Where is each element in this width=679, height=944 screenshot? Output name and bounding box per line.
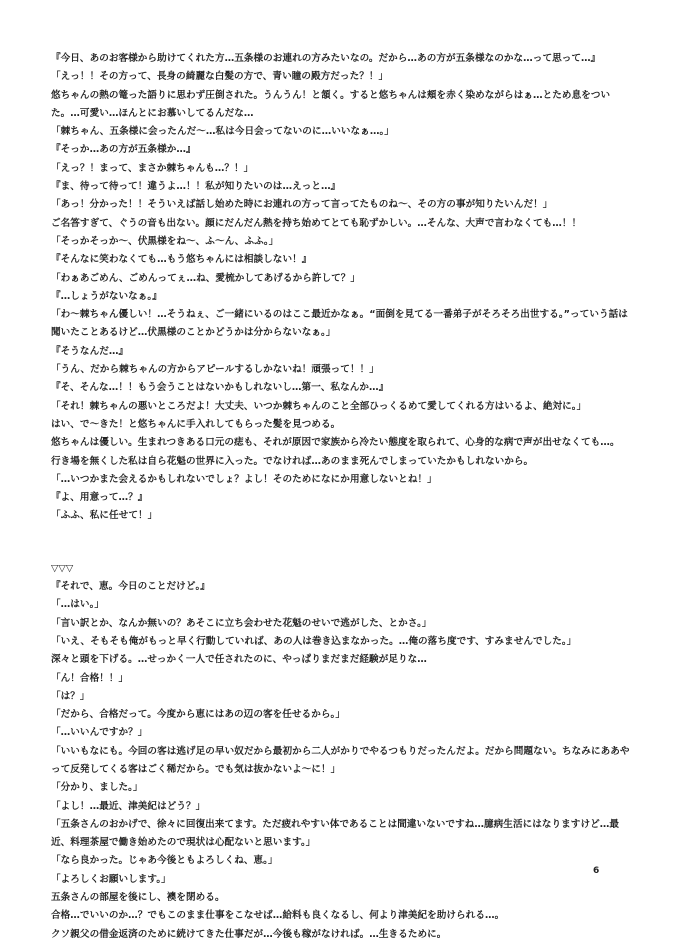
text-line: 『そうなんだ…』 (51, 345, 129, 357)
text-line: 聞いたことあるけど…伏黒様のことかどうかは分からないなぁ。」 (51, 327, 336, 339)
text-line: クソ親父の借金返済のために続けてきた仕事だが…今後も稼がなければ。…生きるために。 (51, 928, 447, 940)
text-line: 「よろしくお願いします。」 (51, 873, 171, 885)
text-line: 「なら良かった。じゃあ今後ともよろしくね、恵。」 (51, 855, 278, 867)
text-line: 「棘ちゃん、五条様に会ったんだ〜…私は今日会ってないのに…いいなぁ…。」 (51, 126, 394, 138)
text-line: 「ふふ、私に任せて！」 (51, 510, 158, 522)
text-line: 「だから、合格だって。今度から恵にはあの辺の客を任せるから。」 (51, 709, 345, 721)
scene-divider: ▽▽▽ (51, 562, 74, 574)
text-line: 五条さんの部屋を後にし、襖を閉める。 (51, 892, 225, 904)
text-line: 悠ちゃんの熱の篭った語りに思わず圧倒された。うんうん！と頷く。すると悠ちゃんは頬を赤く染めながらはぁ…とため息をつい (51, 89, 611, 101)
text-line: 「…いいんですか？」 (51, 727, 148, 739)
text-line: 「よし！…最近、津美紀はどう？」 (51, 800, 206, 812)
text-line: 『よ、用意って…？』 (51, 492, 148, 504)
text-line: 合格…でいいのか…？でもこのまま仕事をこなせば…給料も良くなるし、何より津美紀を助けられる…。 (51, 910, 505, 922)
text-line: た。…可愛い…ほんとにお慕いしてるんだな… (51, 107, 254, 119)
text-line: って反発してくる客はごく稀だから。でも気は抜かないよ〜に！」 (51, 763, 341, 775)
text-line: 「そっかそっか〜、伏黒様をね〜、ふ〜ん、ふふ。」 (51, 235, 279, 247)
text-line: 『そ、そんな…！！もう会うことはないかもしれないし…第一、私なんか…』 (51, 382, 389, 394)
text-line: 「いいもなにも。今回の客は逃げ足の早い奴だから最初から二人がかりでやるつもりだったんだよ。だから問題ない。ちなみにああや (51, 745, 630, 757)
text-line: 『それで、恵。今日のことだけど。』 (51, 581, 210, 593)
text-line: ご名答すぎて、ぐうの音も出ない。顔にだんだん熱を持ち始めてとても恥ずかしい。…そんな、大声で言わなくても…！！ (51, 217, 582, 229)
text-line: 「えっ！！その方って、長身の綺麗な白髪の方で、青い瞳の殿方だった？！」 (51, 71, 389, 83)
text-line: 「あっ！分かった！！そういえば話し始めた時にお連れの方って言ってたものね〜、その方の事が知りたいんだ！」 (51, 199, 553, 211)
text-line: はい、で〜きた！と悠ちゃんに手入れしてもらった髪を見つめる。 (51, 418, 341, 430)
text-line: 「えっ？！まって、まさか棘ちゃんも…？！」 (51, 162, 254, 174)
text-line: 『今日、あのお客様から助けてくれた方…五条様のお連れの方みたいなの。だから…あの方が五条様なのかな…って思って…』 (51, 53, 601, 64)
text-line: 『ま、待って待って！違うよ…！！私が知りたいのは…えっと…』 (51, 181, 341, 193)
text-line: 「は？」 (51, 690, 90, 702)
text-line: 悠ちゃんは優しい。生まれつきある口元の痣も、それが原因で家族から冷たい態度を取られて、心身的な病で声が出せなくても…。 (51, 437, 620, 449)
text-line: 「…いつかまた会えるかもしれないでしょ？よし！そのためになにか用意しないとね！」 (51, 473, 437, 485)
text-line: 近、料理茶屋で働き始めたので現状は心配ないと思います。」 (51, 837, 316, 849)
text-line: 「わぁあごめん、ごめんってぇ…ね、愛梳かしてあげるから許して？」 (51, 272, 361, 284)
text-line: 『そっか…あの方が五条様か…』 (51, 144, 196, 156)
text-line: 「五条さんのおかげで、徐々に回復出来てます。ただ疲れやすい体であることは間違いないですね…臆病生活にはなりますけど…最 (51, 818, 620, 830)
text-line: 深々と頭を下げる。…せっかく一人で任されたのに、やっぱりまだまだ経験が足りな… (51, 654, 427, 666)
text-line: 「うん、だから棘ちゃんの方からアピールするしかないね！頑張って！！」 (51, 364, 379, 376)
text-line: 「…はい。」 (51, 599, 105, 611)
text-line: 『そんなに笑わなくても…もう悠ちゃんには相談しない！』 (51, 254, 312, 266)
text-line: 「わ〜棘ちゃん優しい！…そうねぇ、ご一緒にいるのはここ最近かなぁ。“面倒を見てる一番弟子がそろそろ出世する。”っていう話は (51, 309, 628, 321)
text-line: 「分かり、ました。」 (51, 782, 143, 794)
page-number: 6 (593, 866, 600, 876)
text-line: 「ん！合格！！」 (51, 672, 129, 684)
text-line: 「いえ、そもそも俺がもっと早く行動していれば、あの人は巻き込まなかった。…俺の落ち度です、すみませんでした。」 (51, 635, 577, 647)
page-body (51, 50, 643, 944)
text-line: 行き場を無くした私は自ら花魁の世界に入った。でなければ…あのまま死んでしまっていたかもしれないから。 (51, 455, 534, 467)
text-line: 『…しょうがないなぁ。』 (51, 290, 162, 302)
text-line: 「言い訳とか、なんか無いの？あそこに立ち会わせた花魁のせいで逃がした、とかさ。」 (51, 617, 432, 629)
text-line: 「それ！棘ちゃんの悪いところだよ！大丈夫、いつか棘ちゃんのこと全部ひっくるめて愛してくれる方はいるよ、絶対に。」 (51, 400, 587, 412)
